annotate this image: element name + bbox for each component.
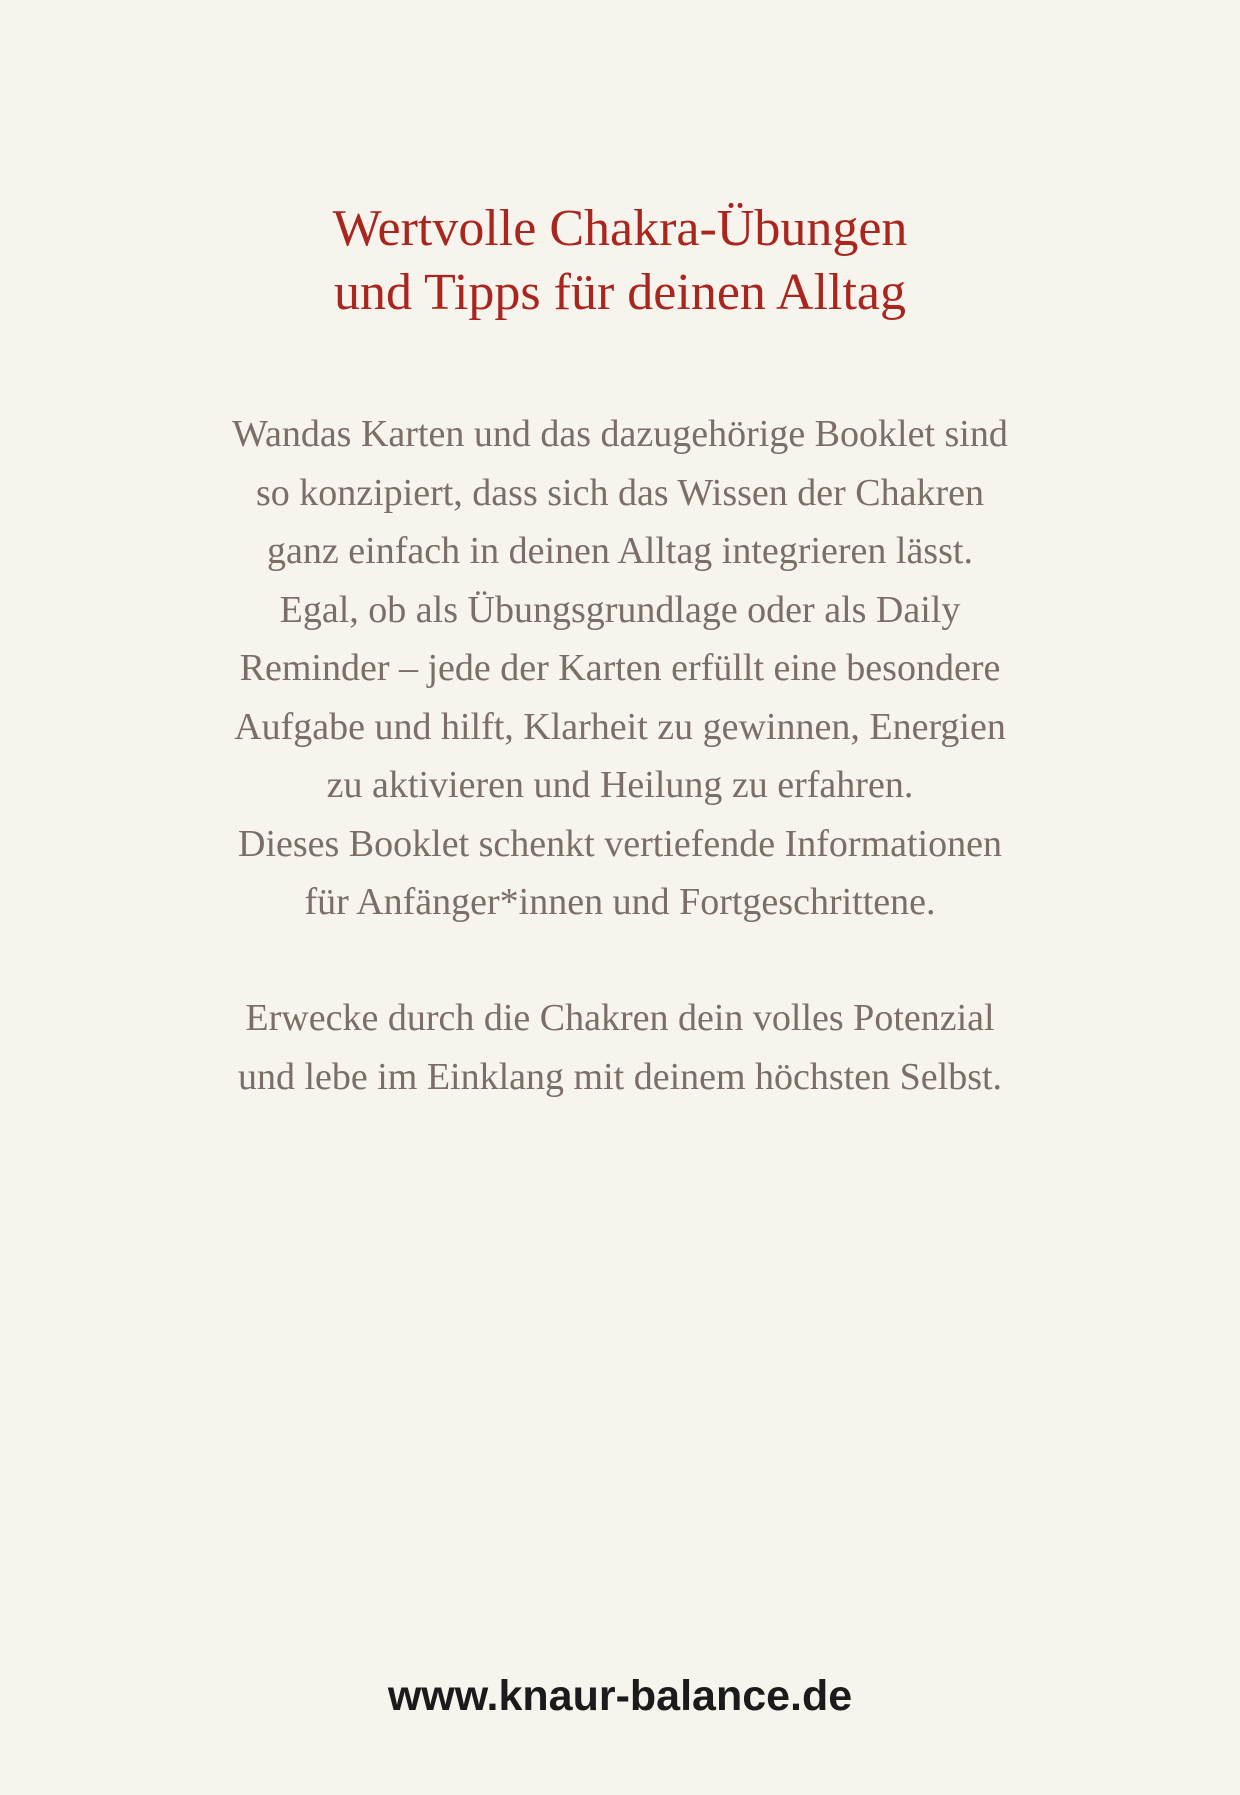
headline <box>0 197 1240 325</box>
text-line: für Anfänger*innen und Fortgeschrittene. <box>304 881 936 923</box>
headline-line: Wertvolle Chakra-Übungen <box>332 200 908 257</box>
text-line: Aufgabe und hilft, Klarheit zu gewinnen, Energien <box>234 705 1006 748</box>
intro-paragraph <box>0 405 1240 932</box>
text-line: und lebe im Einklang mit deinem höchsten Selbst. <box>237 1055 1003 1098</box>
headline-line: und Tipps für deinen Alltag <box>333 264 907 321</box>
text-line: Reminder – jede der Karten erfüllt eine besondere <box>239 647 1001 689</box>
text-line: ganz einfach in deinen Alltag integrieren lässt. <box>267 530 973 572</box>
text-line: Egal, ob als Übungsgrundlage oder als Daily <box>279 588 961 631</box>
text-line: Erwecke durch die Chakren dein volles Potenzial <box>245 997 995 1039</box>
text-line: so konzipiert, dass sich das Wissen der Chakren <box>255 471 985 514</box>
publisher-url: www.knaur-balance.de <box>387 1672 853 1720</box>
text-line: Dieses Booklet schenkt vertiefende Informationen <box>238 822 1002 865</box>
text-line: zu aktivieren und Heilung zu erfahren. <box>326 764 914 806</box>
closing-paragraph <box>0 989 1240 1106</box>
text-line: Wandas Karten und das dazugehörige Booklet sind <box>232 413 1008 455</box>
